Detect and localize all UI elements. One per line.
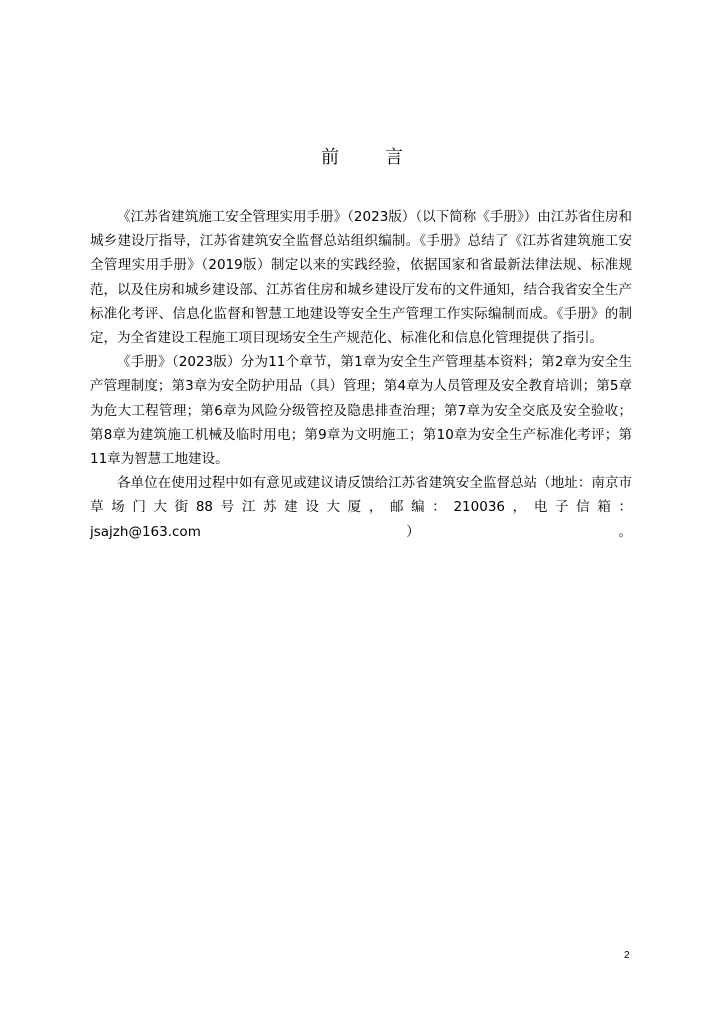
preface-paragraph-3 [90, 471, 632, 544]
contact-email-text: jsajzh@163.com）。 [90, 523, 632, 540]
preface-paragraph-2: 《手册》（2023版）分为11个章节，第1章为安全生产管理基本资料；第2章为安全生产管理制度；第3章为安全防护用品（具）管理；第4章为人员管理及安全教育培训；第5章为危大工程管理；第6章为风险分级管控及隐患排查治理；第7章为安全交底及安全验收；第8章为建筑施工机械及临时用电；第9章为文明施工；第10章为安全生产标准化考评；第11章为智慧工地建设。 [90, 354, 632, 468]
preface-paragraph-1: 《江苏省建筑施工安全管理实用手册》（2023版）（以下简称《手册》）由江苏省住房和城乡建设厅指导，江苏省建筑安全监督总站组织编制。《手册》总结了《江苏省建筑施工安全管理实用手册》（2019版）制定以来的实践经验，依据国家和省最新法律法规、标准规范，以及住房和城乡建设部、江苏省住房和城乡建设厅发布的文件通知，结合我省安全生产标准化考评、信息化监督和智慧工地建设等安全生产管理工作实际编制而成。《手册》的制定，为全省建设工程施工项目现场安全生产规范化、标准化和信息化管理提供了指引。 [90, 209, 632, 347]
body-text [90, 205, 632, 544]
feedback-text: 各单位在使用过程中如有意见或建议请反馈给江苏省建筑安全监督总站（地址：南京市草场门大街88号江苏建设大厦，邮编：210036，电子信箱： [90, 475, 632, 516]
page-number: 2 [624, 950, 630, 961]
page-title: 前 言 [321, 147, 417, 168]
